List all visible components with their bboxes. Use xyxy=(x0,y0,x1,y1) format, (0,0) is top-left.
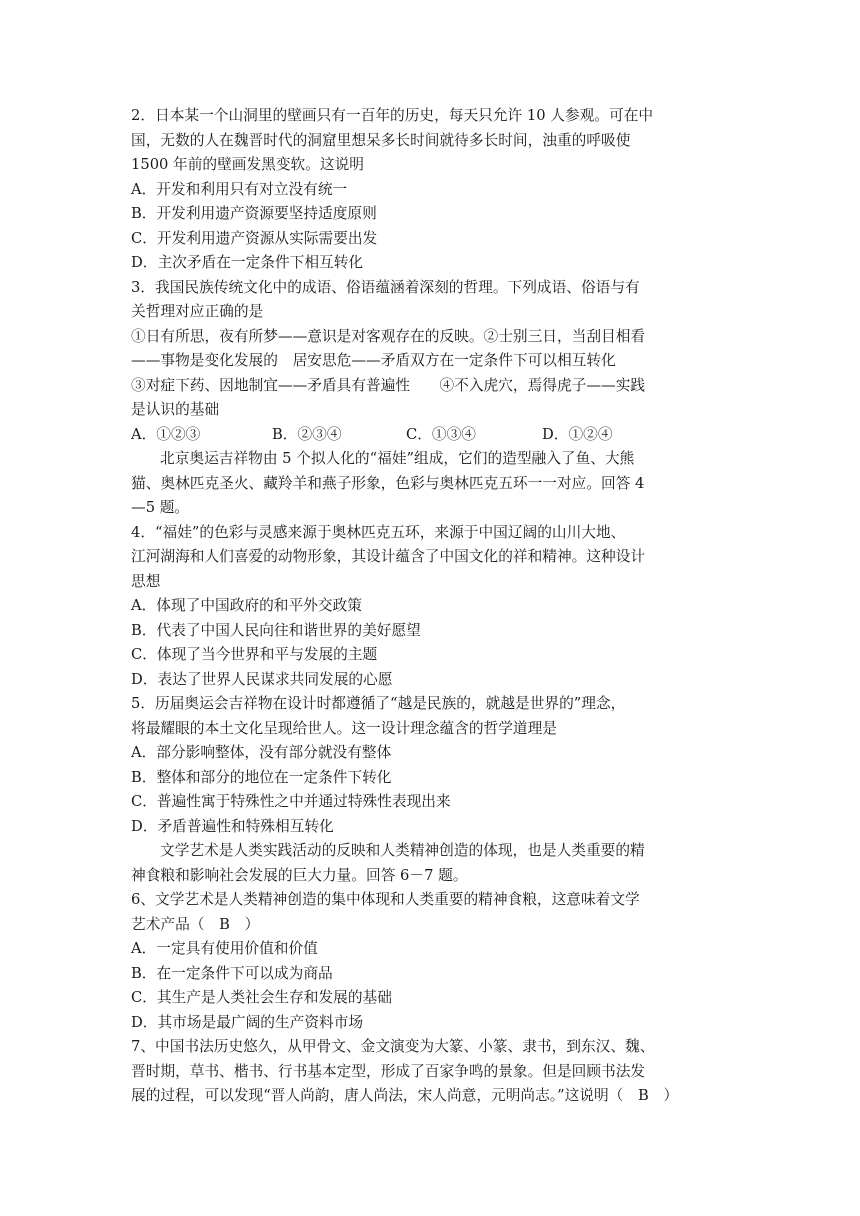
option-line: C．体现了当今世界和平与发展的主题 xyxy=(131,646,378,663)
option-b: B．②③④ xyxy=(272,425,342,443)
option-line: D．其市场是最广阔的生产资料市场 xyxy=(131,1013,364,1031)
text-line: ③对症下药、因地制宜——矛盾具有普遍性 ④不入虎穴，焉得虎子——实践 xyxy=(131,376,646,394)
passage-line: 神食粮和影响社会发展的巨大力量。回答 6－7 题。 xyxy=(131,866,468,884)
option-line: B．开发利用遗产资源要坚持适度原则 xyxy=(131,205,377,222)
option-line: A．开发和利用只有对立没有统一 xyxy=(131,180,348,198)
option-line: D．表达了世界人民谋求共同发展的心愿 xyxy=(131,670,393,688)
option-a: A．①②③ xyxy=(131,425,201,443)
option-line: A．一定具有使用价值和价值 xyxy=(131,940,318,957)
text-line: 5．历届奥运会吉祥物在设计时都遵循了“越是民族的，就越是世界的”理念， xyxy=(131,695,626,712)
text-line: 1500 年前的壁画发黑变软。这说明 xyxy=(131,156,364,173)
option-line: D．矛盾普遍性和特殊相互转化 xyxy=(131,817,334,835)
option-line: D．主次矛盾在一定条件下相互转化 xyxy=(131,254,364,271)
option-d: D．①②④ xyxy=(542,425,613,443)
passage-line: 北京奥运吉祥物由 5 个拟人化的“福娃”组成，它们的造型融入了鱼、大熊 xyxy=(160,450,635,467)
option-line: A．体现了中国政府的和平外交政策 xyxy=(131,597,362,614)
option-c: C．①③④ xyxy=(406,425,476,443)
option-line: C．开发利用遗产资源从实际需要出发 xyxy=(131,229,378,247)
text-line: 4．“福娃”的色彩与灵感来源于奥林匹克五环，来源于中国辽阔的山川大地、 xyxy=(131,523,626,541)
option-line: C．普遍性寓于特殊性之中并通过特殊性表现出来 xyxy=(131,793,451,810)
passage-line: —5 题。 xyxy=(131,499,190,516)
text-line: 是认识的基础 xyxy=(131,401,220,418)
text-line: 将最耀眼的本土文化呈现给世人。这一设计理念蕴含的哲学道理是 xyxy=(131,719,557,737)
text-line: 晋时期，草书、楷书、行书基本定型，形成了百家争鸣的景象。但是回顾书法发 xyxy=(131,1062,646,1080)
text-line: ①日有所思，夜有所梦——意识是对客观存在的反映。②士别三日，当刮目相看 xyxy=(131,327,646,345)
q3-options xyxy=(131,423,731,448)
option-line: B．代表了中国人民向往和谐世界的美好愿望 xyxy=(131,621,421,639)
exam-page xyxy=(131,104,731,1109)
option-line: B．在一定条件下可以成为商品 xyxy=(131,964,333,982)
text-line: 艺术产品（ B ） xyxy=(131,915,260,933)
option-line: C．其生产是人类社会生存和发展的基础 xyxy=(131,989,392,1006)
text-line: 3．我国民族传统文化中的成语、俗语蕴涵着深刻的哲理。下列成语、俗语与有 xyxy=(131,278,640,296)
text-line: 关哲理对应正确的是 xyxy=(131,303,264,320)
text-line: 国，无数的人在魏晋时代的洞窟里想呆多长时间就待多长时间，浊重的呼吸使 xyxy=(131,131,631,149)
text-line: 7、中国书法历史悠久，从甲骨文、金文演变为大篆、小篆、隶书，到东汉、魏、 xyxy=(131,1038,655,1055)
text-line: 展的过程，可以发现“晋人尚韵，唐人尚法，宋人尚意，元明尚志。”这说明（ B ） xyxy=(131,1087,679,1104)
text-line: 2．日本某一个山洞里的壁画只有一百年的历史，每天只允许 10 人参观。可在中 xyxy=(131,107,654,124)
text-line: 思想 xyxy=(131,572,161,590)
text-line: ——事物是变化发展的 居安思危——矛盾双方在一定条件下可以相互转化 xyxy=(131,352,616,369)
passage-line: 文学艺术是人类实践活动的反映和人类精神创造的体现，也是人类重要的精 xyxy=(160,842,645,859)
text-line: 江河湖海和人们喜爱的动物形象，其设计蕴含了中国文化的祥和精神。这种设计 xyxy=(131,548,646,565)
passage-line: 猫、奥林匹克圣火、藏羚羊和燕子形象，色彩与奥林匹克五环一一对应。回答 4 xyxy=(131,474,645,492)
text-line: 6、文学艺术是人类精神创造的集中体现和人类重要的精神食粮，这意味着文学 xyxy=(131,891,640,908)
option-line: A．部分影响整体，没有部分就没有整体 xyxy=(131,744,392,761)
option-line: B．整体和部分的地位在一定条件下转化 xyxy=(131,768,392,786)
